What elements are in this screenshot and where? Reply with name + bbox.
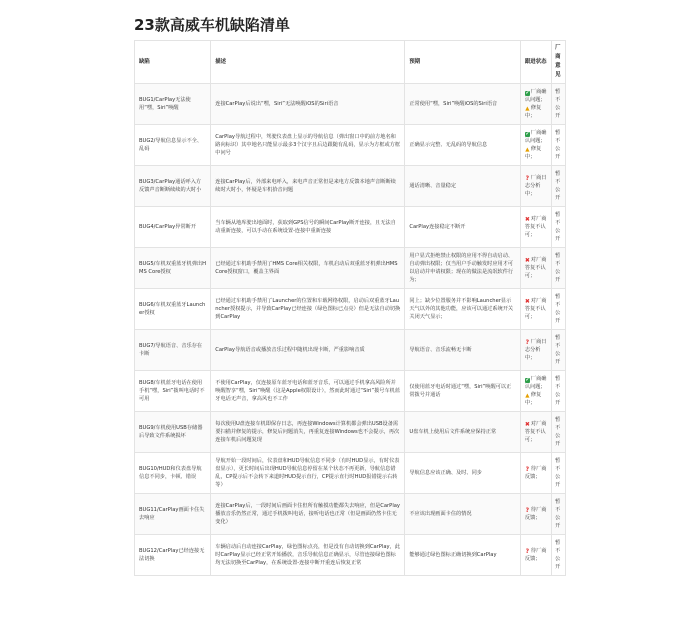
expected-cell: 同上；缺少位置服务并不影响Launcher显示天气以外的其他功能，应该可以通过系统开关关闭天气显示； — [405, 289, 521, 330]
bug-cell: BUG6/车机双重蓝牙Launcher授权 — [135, 289, 211, 330]
owner-opinion-cell: 暂不公开 — [552, 412, 566, 453]
warning-icon: ▲ — [525, 105, 530, 112]
description-cell: 当车辆从地库驶出地面时，获取到GPS信号的瞬间CarPlay断开连接，且无法自动重新连接，可以手动在系统设置-连接中重新连接 — [211, 207, 405, 248]
status-line — [525, 88, 547, 104]
status-line — [525, 215, 547, 239]
status-text: 修复中； — [524, 392, 542, 406]
bug-cell: BUG7/导航语音、音乐存在卡断 — [135, 330, 211, 371]
table-row — [135, 248, 566, 289]
status-text: 厂商日志分析中； — [524, 175, 547, 197]
expected-cell: CarPlay连接稳定不断开 — [405, 207, 521, 248]
table-body — [135, 84, 566, 576]
cross-icon: ✖ — [524, 215, 530, 223]
header-expected: 预期 — [405, 41, 521, 84]
expected-cell: 正确显示完整、无乱码的导航信息 — [405, 125, 521, 166]
status-line — [525, 104, 547, 120]
description-cell: 已经通过车机助手禁用了HMS Core相关权限，车机启动后双重蓝牙机弹出HMS Core授权窗口，覆盖主界面 — [211, 248, 405, 289]
status-cell — [520, 84, 551, 125]
status-cell — [520, 248, 551, 289]
status-line — [525, 547, 547, 563]
status-line — [525, 174, 547, 198]
status-text: 厂商确认问题； — [524, 89, 547, 103]
status-cell — [520, 207, 551, 248]
status-text: 厂商确认问题； — [524, 130, 547, 144]
warning-icon: ▲ — [525, 146, 530, 153]
status-text: 修复中； — [524, 105, 542, 119]
status-cell — [520, 289, 551, 330]
status-line — [525, 420, 547, 444]
question-icon: ? — [525, 465, 530, 473]
status-text: 修复中； — [524, 146, 542, 160]
description-cell: 不使用CarPlay，仅连接原车蓝牙电话和蓝牙音乐，可以通过手机拿高风险所并唤醒智享“嘿，Siri”唤醒（这是Apple权限设计），然而此时通过“Siri”拨号车机蓝牙电话无声音，拿高风也不工作 — [211, 371, 405, 412]
status-line — [525, 145, 547, 161]
cross-icon: ✖ — [524, 297, 530, 305]
table-row — [135, 494, 566, 535]
question-icon: ? — [525, 338, 530, 346]
owner-opinion-cell: 暂不公开 — [552, 125, 566, 166]
expected-cell: 导航语音、音乐流畅无卡断 — [405, 330, 521, 371]
status-line — [525, 391, 547, 407]
status-text: 对厂商答复不认可； — [524, 257, 547, 279]
cross-icon: ✖ — [524, 420, 530, 428]
expected-cell: 能够通过绿色图标正确切换到CarPlay — [405, 535, 521, 576]
status-cell — [520, 330, 551, 371]
table-header-row — [135, 41, 566, 84]
status-text: 对厂商答复不认可； — [524, 216, 547, 238]
question-icon: ? — [525, 174, 530, 182]
status-cell — [520, 371, 551, 412]
bug-cell: BUG10/HUD和仪表盘导航信息不同步，卡顿、错误 — [135, 453, 211, 494]
status-line — [525, 465, 547, 481]
status-text: 厂商日志分析中； — [524, 339, 547, 361]
header-status: 跟进状态 — [520, 41, 551, 84]
table-row — [135, 125, 566, 166]
table-row — [135, 412, 566, 453]
bug-cell: BUG2/导航信息显示不全、乱码 — [135, 125, 211, 166]
description-cell: CarPlay导航过程中，驾驶仪表盘上显示的导航信息（弹出窗口中的前方地名和路向标识）其中地名只能显示最多3个汉字且后边跟随有乱码，显示为方框或方框中问号 — [211, 125, 405, 166]
bug-cell: BUG1/CarPlay无法使用“嘿，Siri”唤醒 — [135, 84, 211, 125]
status-line — [525, 506, 547, 522]
bug-cell: BUG4/CarPlay异常断开 — [135, 207, 211, 248]
status-text: 对厂商答复不认可； — [524, 298, 547, 320]
bug-cell: BUG11/CarPlay画面卡住失去响应 — [135, 494, 211, 535]
header-bug: 缺陷 — [135, 41, 211, 84]
table-row — [135, 371, 566, 412]
description-cell: 连接CarPlay后，外部来电呼入，来电声音正常但是来电方反馈本地声音断断续续时大时小，怀疑是车机拾音问题 — [211, 166, 405, 207]
check-icon: ✔ — [525, 377, 530, 383]
description-cell: 已经通过车机助手禁用了Launcher的位置和车载网络权限，启动后双重蓝牙Launcher授权提示，并导致CarPlay已经连接（绿色图标已点亮）但是无法自动切换到CarPlay — [211, 289, 405, 330]
expected-cell: 不应该出现画面卡住的情况 — [405, 494, 521, 535]
description-cell: 连接CarPlay后，一段时间后画面卡住但所有触摸功能都失去响应，但是CarPlay播放音乐仍然正常，通过手机拨叫电话，接听电话也正常（但是画面仍然卡住无变化） — [211, 494, 405, 535]
status-cell — [520, 535, 551, 576]
description-cell: 连接CarPlay后说出“嘿，Siri”无法唤醒iOS的Siri语音 — [211, 84, 405, 125]
owner-opinion-cell: 暂不公开 — [552, 248, 566, 289]
expected-cell: 用户显式拒绝禁止权限的应用不得自动启动、自动弹出权限；仅当用户手动触发时应用才可以启动并申请权限；现在的做法是流氓软件行为； — [405, 248, 521, 289]
owner-opinion-cell: 暂不公开 — [552, 453, 566, 494]
description-cell: 每次使用U盘连接车机即保存日志，再连接Windows计算机都会弹出USB设备需要扫描并修复的提示，修复后问题消失，再重复连接Windows也不会提示，再次连接车机后问题复现 — [211, 412, 405, 453]
expected-cell: 通话清晰、音量稳定 — [405, 166, 521, 207]
owner-opinion-cell: 暂不公开 — [552, 494, 566, 535]
table-row — [135, 84, 566, 125]
bug-cell: BUG8/车机蓝牙电话在使用手机“嘿，Siri”拨叫电话时不可用 — [135, 371, 211, 412]
status-line — [525, 375, 547, 391]
description-cell: 车辆启动后自动连接CarPlay，绿色图标点亮，但是没有自动切换到CarPlay，此时CarPlay显示已经正常开始播放，音乐导航信息正确显示，尽管连接绿色图标均无法切换至CarPlay，在系统设置-连接中断开重连后恢复正常 — [211, 535, 405, 576]
status-cell — [520, 166, 551, 207]
description-cell: 导航开始一段时间后，仪表盘和HUD导航信息不同步（有时HUD显示，有时仪表盘显示），更长时间后出现HUD导航信息停留在某个状态不再更新，导航信息错乱，CP提示后不会转下来道时HUD提示直行，CP提示直行时HUD报错提示右转等） — [211, 453, 405, 494]
expected-cell: U盘车机上使用后文件系统应保持正常 — [405, 412, 521, 453]
status-cell — [520, 453, 551, 494]
status-text: 厂商确认问题； — [524, 376, 547, 390]
status-text: 待厂商反馈； — [524, 507, 547, 521]
page-title: 23款高威车机缺陷清单 — [134, 16, 290, 34]
status-cell — [520, 494, 551, 535]
table-row — [135, 330, 566, 371]
status-text: 对厂商答复不认可； — [524, 421, 547, 443]
question-icon: ? — [525, 547, 530, 555]
owner-opinion-cell: 暂不公开 — [552, 535, 566, 576]
table-row — [135, 289, 566, 330]
bug-cell: BUG12/CarPlay已经连接无法切换 — [135, 535, 211, 576]
description-cell: CarPlay导航语音或播放音乐过程中随机出现卡断，严重影响音质 — [211, 330, 405, 371]
header-description: 描述 — [211, 41, 405, 84]
expected-cell: 正常使用“嘿，Siri”唤醒iOS的Siri语音 — [405, 84, 521, 125]
check-icon: ✔ — [525, 131, 530, 137]
owner-opinion-cell: 暂不公开 — [552, 289, 566, 330]
owner-opinion-cell: 暂不公开 — [552, 166, 566, 207]
bug-cell: BUG5/车机双重蓝牙机弹出HMS Core授权 — [135, 248, 211, 289]
status-line — [525, 297, 547, 321]
owner-opinion-cell: 暂不公开 — [552, 371, 566, 412]
check-icon: ✔ — [525, 90, 530, 96]
question-icon: ? — [525, 506, 530, 514]
warning-icon: ▲ — [525, 392, 530, 399]
bug-cell: BUG9/车机使用USB存储器后导致文件系统损坏 — [135, 412, 211, 453]
table-row — [135, 207, 566, 248]
bug-cell: BUG3/CarPlay通话呼入方反馈声音断断续续的大时小 — [135, 166, 211, 207]
owner-opinion-cell: 暂不公开 — [552, 84, 566, 125]
status-line — [525, 129, 547, 145]
status-line — [525, 256, 547, 280]
status-text: 待厂商反馈； — [524, 466, 547, 480]
status-line — [525, 338, 547, 362]
header-owner-opinion: 厂商意见 — [552, 41, 566, 84]
table-row — [135, 453, 566, 494]
expected-cell: 导航信息应该正确、及时、同步 — [405, 453, 521, 494]
table-row — [135, 166, 566, 207]
status-text: 待厂商反馈； — [524, 548, 547, 562]
cross-icon: ✖ — [524, 256, 530, 264]
owner-opinion-cell: 暂不公开 — [552, 207, 566, 248]
owner-opinion-cell: 暂不公开 — [552, 330, 566, 371]
defect-table — [134, 40, 566, 576]
status-cell — [520, 412, 551, 453]
expected-cell: 仅使用蓝牙电话时通过“嘿，Siri”唤醒可以正常拨号并通话 — [405, 371, 521, 412]
table-row — [135, 535, 566, 576]
status-cell — [520, 125, 551, 166]
